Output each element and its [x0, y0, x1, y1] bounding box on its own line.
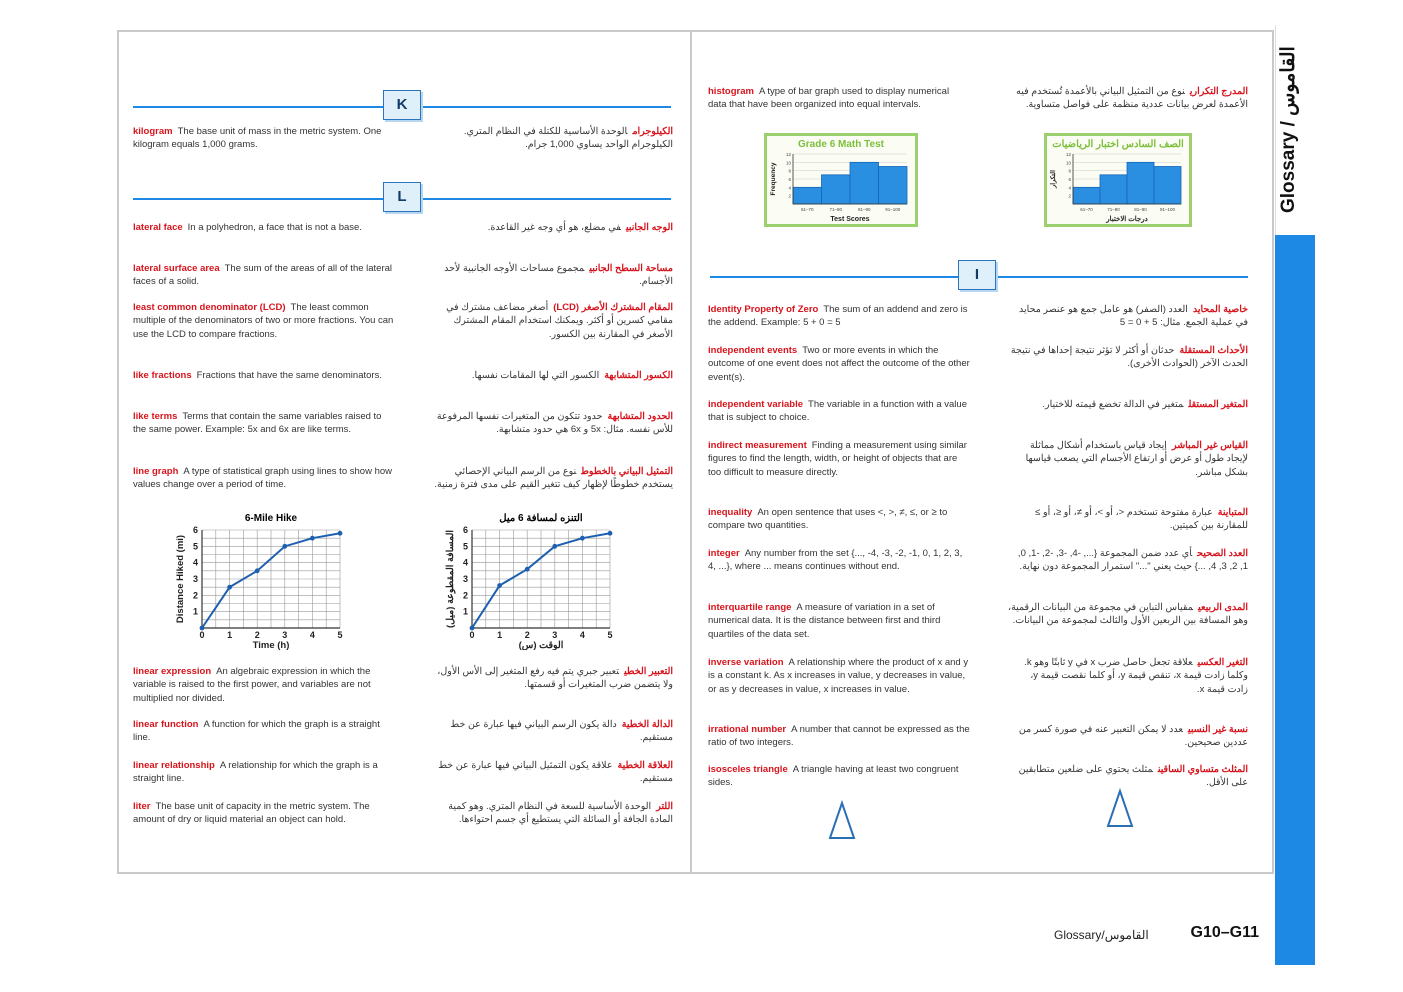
- histogram-ar: [1044, 133, 1192, 227]
- definition-ar: مثلث يحتوي على ضلعين متطابقين على الأقل.: [1018, 764, 1248, 789]
- x-tick-label: 71–80: [1107, 207, 1120, 212]
- term-en: irrational number: [708, 724, 787, 735]
- definition-ar: حدود تتكون من المتغيرات نفسها المرفوعة للأس نفسه. مثال: 5x و 6x هي حدود متشابهة.: [436, 411, 673, 436]
- y-tick-label: 2: [192, 590, 198, 601]
- data-point: [525, 567, 530, 572]
- term-en: liter: [133, 801, 151, 812]
- x-tick-label: 1: [497, 630, 503, 640]
- definition-en: An algebraic expression in which the variable is raised to the first power, and variables are not multiplied nor divided.: [133, 666, 371, 704]
- glossary-entry-lcd: [133, 301, 673, 357]
- definition-en: A number that cannot be expressed as the ratio of two integers.: [708, 724, 970, 749]
- y-tick-label: 8: [788, 168, 791, 174]
- y-axis-label: Frequency: [770, 162, 777, 196]
- glossary-entry-integer: [708, 547, 1248, 589]
- definition-ar: عدد لا يمكن التعبير عنه في صورة كسر من عددين صحيحين.: [1018, 724, 1248, 749]
- term-en: like terms: [133, 411, 178, 422]
- x-tick-label: 61–70: [1080, 207, 1093, 212]
- term-en: Identity Property of Zero: [708, 304, 819, 315]
- x-tick-label: 0: [199, 630, 205, 640]
- chart-grid: [202, 530, 340, 628]
- definition-ar: أصغر مضاعف مشترك في مقامي كسرين أو أكثر. ويمكنك استخدام المقام المشترك الأصغر في المقارنة بين الكسور.: [446, 302, 673, 340]
- chart-title: 6-Mile Hike: [244, 513, 298, 524]
- term-en: integer: [708, 548, 740, 559]
- chart-title: الصف السادس اختبار الرياضيات: [1052, 139, 1184, 150]
- y-tick-label: 12: [785, 152, 791, 157]
- glossary-entry-indirect-measurement: [708, 439, 1248, 495]
- glossary-entry-interquartile-range: [708, 601, 1248, 643]
- data-point: [552, 544, 557, 549]
- definition-en: Two or more events in which the outcome of one event does not affect the outcome of the other event(s).: [708, 345, 970, 383]
- y-tick-label: 3: [192, 574, 198, 584]
- y-tick-label: 6: [1068, 177, 1071, 182]
- term-ar: التعبير الخطي: [624, 666, 673, 677]
- term-ar: اللتر: [656, 801, 673, 812]
- definition-ar: في مضلع، هو أي وجه غير القاعدة.: [487, 222, 621, 233]
- data-point: [310, 536, 315, 541]
- x-tick-label: 71–80: [829, 207, 843, 212]
- histogram-bar: [793, 187, 822, 204]
- term-en: indirect measurement: [708, 440, 807, 451]
- term-ar: الدالة الخطية: [621, 719, 673, 730]
- section-letter-k: K: [383, 90, 421, 120]
- data-point: [470, 626, 475, 631]
- y-tick-label: 6: [788, 177, 791, 182]
- definition-ar: مقياس التباين في مجموعة من البيانات الرقمية، وهو المسافة بين الربعين الأول والثالث لمجموعة من البيانات.: [1008, 602, 1248, 627]
- y-tick-label: 4: [1068, 185, 1071, 191]
- definition-ar: علاقة يكون التمثيل البياني فيها عبارة عن خط مستقيم.: [438, 760, 673, 785]
- page-numbers: G10–G11: [1190, 924, 1259, 941]
- definition-ar: أي عدد ضمن المجموعة {..., -4, -3, -2, -1, 0, 1, 2, 3, 4, ...} حيث يعني "..." استمرار المجموعة دون نهاية.: [1017, 548, 1248, 573]
- y-tick-label: 3: [462, 574, 468, 584]
- histogram-bar: [850, 162, 879, 204]
- x-tick-label: 4: [579, 630, 585, 640]
- glossary-entry-isosceles-triangle: [708, 763, 1248, 791]
- glossary-entry-lateral-surface-area: [133, 262, 673, 290]
- term-ar: التغير العكسي: [1197, 657, 1248, 668]
- y-tick-label: 2: [1068, 193, 1071, 199]
- y-tick-label: 6: [462, 525, 468, 535]
- data-point: [200, 626, 205, 631]
- right-page: [690, 30, 1274, 874]
- y-tick-label: 6: [192, 525, 198, 535]
- term-en: isosceles triangle: [708, 764, 788, 775]
- line-graph-ar: [444, 510, 634, 650]
- section-header-i: [710, 258, 1248, 294]
- x-tick-label: 5: [607, 630, 613, 640]
- x-axis-label: درجات الاختبار: [1106, 216, 1148, 223]
- term-en: line graph: [133, 466, 179, 477]
- x-tick-label: 3: [282, 630, 288, 640]
- x-tick-label: 2: [524, 630, 530, 640]
- y-tick-label: 5: [192, 541, 198, 552]
- definition-en: The least common multiple of the denominators of two or more fractions. You can use the LCD to compare fractions.: [133, 302, 394, 340]
- term-ar: المدى الربيعي: [1198, 602, 1248, 613]
- term-ar: الوجه الجانبي: [626, 222, 673, 233]
- term-en: kilogram: [133, 126, 173, 137]
- y-axis-label: المسافة المقطوعة (ميل): [445, 529, 456, 629]
- term-en: interquartile range: [708, 602, 792, 613]
- definition-ar: حدثان أو أكثر لا تؤثر نتيجة إحداها في نتيجة الحدث الآخر (الحوادث الأخرى).: [1010, 345, 1248, 370]
- definition-ar: عبارة مفتوحة تستخدم <، أو >، أو ≠، أو ≤، أو ≥ للمقارنة بين كميتين.: [1035, 507, 1248, 532]
- x-tick-label: 0: [469, 630, 475, 640]
- term-en: inverse variation: [708, 657, 784, 668]
- definition-ar: تعبير جبري يتم فيه رفع المتغير إلى الأس الأول، ولا يتضمن ضرب المتغيرات أو قسمتها.: [437, 666, 673, 691]
- term-en: linear expression: [133, 666, 212, 677]
- definition-en: The base unit of capacity in the metric system. The amount of dry or liquid material an object can hold.: [133, 801, 370, 826]
- term-ar: المقام المشترك الأصغر (LCD): [553, 302, 673, 313]
- term-en: lateral face: [133, 222, 183, 233]
- isosceles-triangle-figure-ar: [1104, 788, 1136, 830]
- histogram-en: [764, 133, 918, 227]
- chart-title: التنزه لمسافة 6 ميل: [499, 513, 583, 524]
- x-tick-label: 91–100: [1159, 207, 1176, 212]
- glossary-entry-linear-expression: [133, 665, 673, 707]
- definition-en: The base unit of mass in the metric system. One kilogram equals 1,000 grams.: [133, 126, 382, 151]
- term-ar: المثلث متساوي الساقين: [1157, 764, 1248, 775]
- y-tick-label: 1: [192, 606, 198, 617]
- y-tick-label: 12: [1065, 152, 1071, 157]
- definition-ar: مجموع مساحات الأوجه الجانبية لأحد الأجسام.: [444, 263, 673, 288]
- glossary-entry-identity-property-of-zero: [708, 303, 1248, 331]
- glossary-entry-like-fractions: [133, 369, 673, 397]
- left-page: [117, 30, 693, 874]
- term-ar: الحدود المتشابهة: [607, 411, 673, 422]
- y-axis-label: Distance Hiked (mi): [175, 534, 186, 624]
- histogram-bar: [822, 175, 851, 204]
- definition-ar: علاقة تجعل حاصل ضرب x في y ثابتًا وهو k. وكلما زادت قيمة x، تنقص قيمة y، أو كلما نقصت قيمة y، زادت قيمة x.: [1024, 657, 1248, 695]
- y-tick-label: 2: [788, 193, 791, 199]
- histogram-bar: [1073, 187, 1100, 204]
- definition-ar: الوحدة الأساسية للكتلة في النظام المتري. الكيلوجرام الواحد يساوي 1,000 جرام.: [463, 126, 673, 151]
- data-point: [227, 585, 232, 590]
- x-tick-label: 61–70: [800, 207, 814, 212]
- x-tick-label: 3: [552, 630, 558, 640]
- definition-ar: نوع من التمثيل البياني بالأعمدة تُستخدم فيه الأعمدة لعرض بيانات عددية منظمة على فواصل متساوية.: [1016, 86, 1248, 111]
- term-ar: التمثيل البياني بالخطوط: [581, 466, 673, 477]
- chart-title: Grade 6 Math Test: [798, 139, 884, 150]
- term-ar: الأحداث المستقلة: [1179, 345, 1248, 356]
- term-en: linear relationship: [133, 760, 215, 771]
- term-en: like fractions: [133, 370, 192, 381]
- definition-en: Any number from the set {..., -4, -3, -2, -1, 0, 1, 2, 3, 4, ...}, where ... means continues without end.: [708, 548, 963, 573]
- term-ar: المدرج التكراري: [1189, 86, 1248, 97]
- x-tick-label: 5: [337, 630, 343, 640]
- definition-ar: دالة يكون الرسم البياني فيها عبارة عن خط مستقيم.: [450, 719, 673, 744]
- glossary-entry-independent-events: [708, 344, 1248, 386]
- definition-en: Fractions that have the same denominators.: [196, 370, 382, 381]
- x-tick-label: 4: [309, 630, 315, 640]
- definition-ar: العدد (الصفر) هو عامل جمع هو عنصر محايد في عملية الجمع. مثال: 5 + 0 = 5: [1019, 304, 1248, 329]
- term-en: independent variable: [708, 399, 804, 410]
- histogram-bar: [879, 167, 908, 205]
- footer-label: Glossary/القاموس: [1054, 928, 1149, 942]
- line-graph-en: [174, 510, 364, 650]
- side-tab-label: Glossary / القاموس: [1278, 46, 1299, 213]
- term-ar: مساحة السطح الجانبي: [589, 263, 673, 274]
- section-letter-l: L: [383, 182, 421, 212]
- chart-grid: [472, 530, 610, 628]
- data-point: [338, 531, 343, 536]
- histogram-bar: [1100, 175, 1127, 204]
- data-point: [282, 544, 287, 549]
- definition-ar: الكسور التي لها المقامات نفسها.: [471, 370, 600, 381]
- glossary-entry-lateral-face: [133, 221, 673, 249]
- definition-en: The variable in a function with a value that is subject to choice.: [708, 399, 967, 424]
- glossary-entry-kilogram: [133, 125, 673, 155]
- x-tick-label: 91–100: [885, 207, 901, 212]
- term-ar: المتغير المستقل: [1188, 399, 1248, 410]
- glossary-entry-histogram: [708, 85, 1248, 127]
- data-point: [255, 568, 260, 573]
- glossary-entry-linear-relationship: [133, 759, 673, 787]
- term-ar: العدد الصحيح: [1197, 548, 1248, 559]
- glossary-entry-irrational-number: [708, 723, 1248, 751]
- y-tick-label: 10: [785, 160, 791, 166]
- definition-ar: نوع من الرسم البياني الإحصائي يستخدم خطوطًا لإظهار كيف تتغير القيم على مدى فترة زمنية.: [434, 466, 673, 491]
- y-axis-label: التكرار: [1050, 170, 1057, 188]
- term-ar: خاصية المحايد: [1192, 304, 1248, 315]
- definition-en: The sum of an addend and zero is the addend. Example: 5 + 0 = 5: [708, 304, 968, 329]
- term-ar: نسبة غير النسبي: [1187, 724, 1248, 735]
- glossary-entry-line-graph: [133, 465, 673, 493]
- glossary-entry-liter: [133, 800, 673, 842]
- definition-en: A triangle having at least two congruent sides.: [708, 764, 959, 789]
- histogram-bar: [1154, 167, 1181, 205]
- term-ar: العلاقة الخطية: [617, 760, 673, 771]
- data-point: [608, 531, 613, 536]
- glossary-entry-like-terms: [133, 410, 673, 452]
- section-header-k: [133, 88, 671, 124]
- glossary-entry-linear-function: [133, 718, 673, 746]
- definition-ar: متغير في الدالة تخضع قيمته للاختيار.: [1042, 399, 1184, 410]
- y-tick-label: 8: [1068, 168, 1071, 174]
- x-axis-label: Test Scores: [830, 216, 870, 223]
- definition-en: Finding a measurement using similar figures to find the length, width, or height of objects that are too difficult to measure directly.: [708, 440, 967, 478]
- section-header-l: [133, 180, 671, 216]
- data-point: [497, 583, 502, 588]
- data-point: [580, 536, 585, 541]
- y-tick-label: 4: [462, 557, 468, 568]
- y-tick-label: 1: [462, 606, 468, 617]
- definition-ar: الوحدة الأساسية للسعة في النظام المتري. وهو كمية المادة الجافة أو السائلة التي يستطيع أي جسم احتواءها.: [448, 801, 673, 826]
- x-tick-label: 81–90: [857, 207, 871, 212]
- isosceles-triangle-figure-en: [826, 800, 858, 842]
- section-letter-i: I: [958, 260, 996, 290]
- term-en: linear function: [133, 719, 199, 730]
- term-en: independent events: [708, 345, 798, 356]
- glossary-entry-inverse-variation: [708, 656, 1248, 712]
- glossary-entry-inequality: [708, 506, 1248, 534]
- y-tick-label: 4: [192, 557, 198, 568]
- definition-en: In a polyhedron, a face that is not a base.: [187, 222, 362, 233]
- definition-ar: إيجاد قياس باستخدام أشكال مماثلة لإيجاد طول أو عرض أو ارتفاع الأجسام التي يصعب قياسها بشكل مباشر.: [1025, 440, 1248, 478]
- page-footer: [1040, 923, 1265, 945]
- definition-en: A measure of variation in a set of numerical data. It is the distance between first and third quartiles of the data set.: [708, 602, 941, 640]
- definition-en: A relationship for which the graph is a straight line.: [133, 760, 378, 785]
- y-tick-label: 2: [462, 590, 468, 601]
- term-ar: الكيلوجرام: [632, 126, 673, 137]
- y-tick-label: 10: [1065, 160, 1071, 166]
- y-tick-label: 5: [462, 541, 468, 552]
- x-tick-label: 2: [254, 630, 260, 640]
- x-axis-label: الوقت (س): [518, 640, 564, 650]
- definition-en: A relationship where the product of x and y is a constant k. As x increases in value, y decreases in value, or as y decreases in value, x increases in value.: [708, 657, 969, 695]
- x-tick-label: 81–90: [1134, 207, 1147, 212]
- side-tab: [1275, 25, 1315, 965]
- definition-en: A type of bar graph used to display numerical data that have been organized into equal intervals.: [708, 86, 950, 111]
- x-tick-label: 1: [227, 630, 233, 640]
- x-axis-label: Time (h): [252, 640, 290, 650]
- term-ar: الكسور المتشابهة: [604, 370, 673, 381]
- term-en: lateral surface area: [133, 263, 220, 274]
- definition-en: Terms that contain the same variables raised to the same power. Example: 5x and 6x are like terms.: [133, 411, 382, 436]
- definition-en: A function for which the graph is a straight line.: [133, 719, 380, 744]
- definition-en: A type of statistical graph using lines to show how values change over a period of time.: [133, 466, 392, 491]
- term-en: inequality: [708, 507, 753, 518]
- term-en: least common denominator (LCD): [133, 302, 286, 313]
- glossary-entry-independent-variable: [708, 398, 1248, 426]
- histogram-bar: [1127, 162, 1154, 204]
- term-ar: المتباينة: [1217, 507, 1248, 518]
- side-tab-color-band: [1275, 235, 1315, 965]
- definition-en: An open sentence that uses <, >, ≠, ≤, or ≥ to compare two quantities.: [708, 507, 948, 532]
- term-en: histogram: [708, 86, 754, 97]
- term-ar: القياس غير المباشر: [1171, 440, 1248, 451]
- y-tick-label: 4: [788, 185, 791, 191]
- definition-en: The sum of the areas of all of the lateral faces of a solid.: [133, 263, 393, 288]
